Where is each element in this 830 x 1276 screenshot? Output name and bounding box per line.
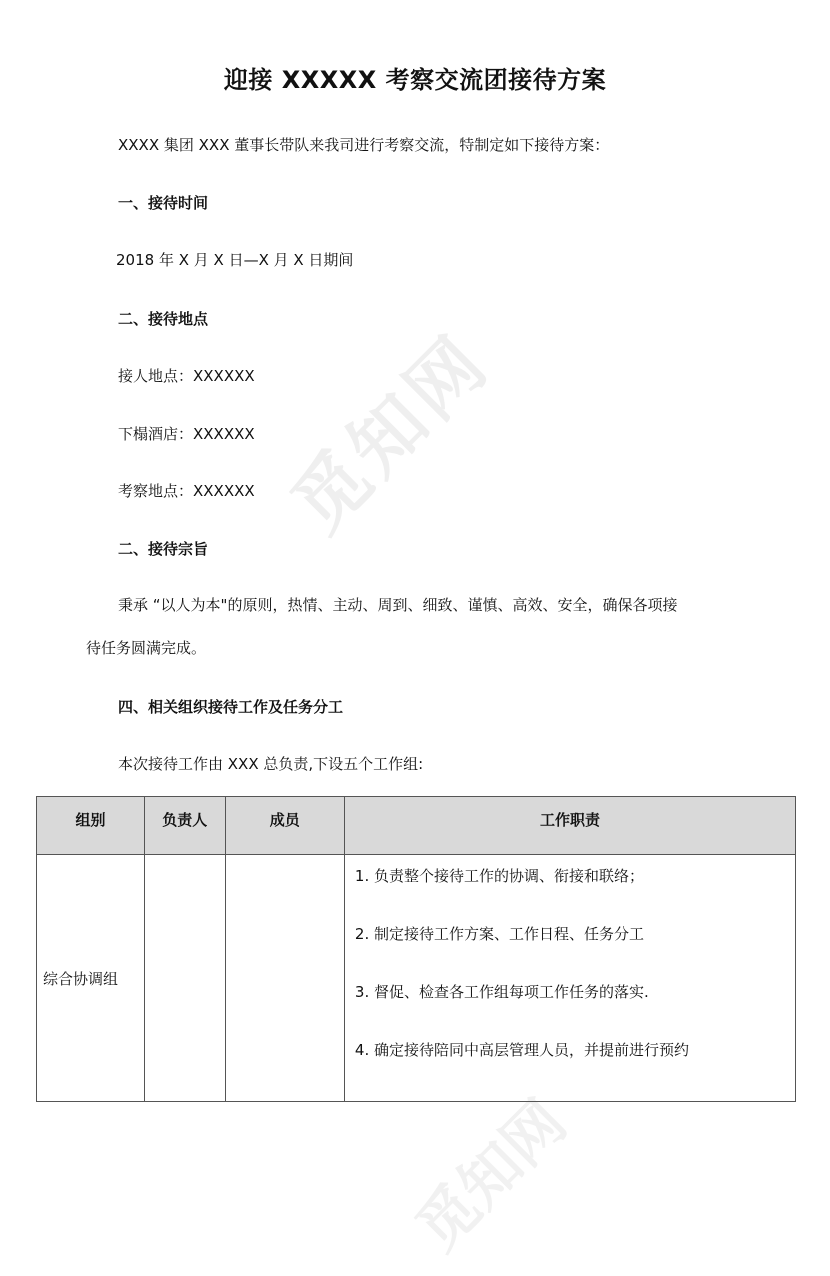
header-group: 组别 [37, 797, 145, 855]
page-title: 迎接 XXXXX 考察交流团接待方案 [223, 66, 607, 94]
task-table [36, 796, 796, 1102]
duty-item: 4. 确定接待陪同中高层管理人员，并提前进行预约 [354, 1041, 689, 1059]
heading-purpose: 二、接待宗旨 [118, 540, 209, 558]
purpose-line-1: 秉承 “以人为本"的原则，热情、主动、周到、细致、谨慎、高效、安全，确保各项接 [118, 596, 678, 614]
table-row [37, 855, 796, 1102]
table-header-row [37, 797, 796, 855]
header-leader: 负责人 [144, 797, 225, 855]
time-value: 2018 年 X 月 X 日—X 月 X 日期间 [116, 251, 354, 269]
watermark-bottom: 觅知网 [403, 1087, 580, 1265]
cell-leader [144, 855, 225, 1102]
duty-item: 3. 督促、检查各工作组每项工作任务的落实. [354, 983, 649, 1001]
heading-organization: 四、相关组织接待工作及任务分工 [118, 698, 344, 716]
header-members: 成员 [225, 797, 344, 855]
organization-intro: 本次接待工作由 XXX 总负责,下设五个工作组: [118, 755, 424, 773]
heading-time: 一、接待时间 [118, 194, 209, 212]
header-duties: 工作职责 [344, 797, 795, 855]
pickup-location: 接人地点：XXXXXX [118, 367, 255, 385]
cell-duties [344, 855, 795, 1102]
purpose-line-2: 待任务圆满完成。 [86, 639, 207, 657]
duty-item: 1. 负责整个接待工作的协调、衔接和联络； [354, 867, 644, 885]
duty-item: 2. 制定接待工作方案、工作日程、任务分工 [354, 925, 644, 943]
cell-group: 综合协调组 [37, 855, 145, 1102]
watermark: 觅知网 [275, 318, 507, 549]
hotel-location: 下榻酒店：XXXXXX [118, 425, 255, 443]
inspection-location: 考察地点：XXXXXX [118, 482, 255, 500]
heading-place: 二、接待地点 [118, 310, 209, 328]
cell-members [225, 855, 344, 1102]
intro-paragraph: XXXX 集团 XXX 董事长带队来我司进行考察交流，特制定如下接待方案： [118, 136, 610, 154]
